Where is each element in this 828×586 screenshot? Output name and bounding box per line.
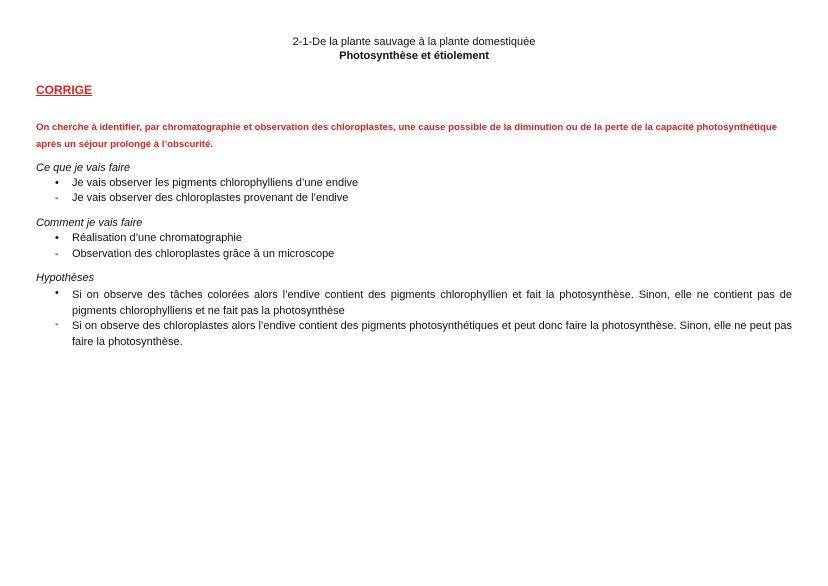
intro-paragraph: On cherche à identifier, par chromatographie et observation des chloroplastes, une cause possible de la diminution ou de la perte de la capacité photosynthétique après un séjour prolongé à l’obscurité. [36, 122, 778, 150]
list-item: Si on observe des tâches colorées alors l’endive contient des pigments chlorophyllien et fait la photosynthèse. Sinon, elle ne contient pas de pigments chlorophylliens et ne fait pas la photosynthèse [72, 289, 792, 317]
dash-marker: - [55, 318, 59, 330]
corrige-label: CORRIGE [36, 83, 93, 97]
dash-marker: - [55, 248, 59, 260]
list-item: Observation des chloroplastes grâce à un microscope [72, 248, 335, 260]
list-item: Réalisation d’une chromatographie [72, 232, 242, 244]
list-item: Je vais observer les pigments chlorophylliens d’une endive [72, 177, 359, 189]
document-subtitle: Photosynthèse et étiolement [339, 50, 489, 62]
list-item: Je vais observer des chloroplastes provenant de l’endive [72, 192, 349, 204]
section-heading-hypotheses: Hypothèses [36, 272, 95, 284]
section-heading-what: Ce que je vais faire [36, 162, 131, 174]
dash-marker: - [55, 192, 59, 204]
list-item: Si on observe des chloroplastes alors l’endive contient des pigments photosynthétiques et peut donc faire la photosynthèse. Sinon, elle ne peut pas faire la photosynthèse. [72, 320, 792, 348]
section-heading-how: Comment je vais faire [36, 217, 143, 229]
document-title: 2-1-De la plante sauvage à la plante domestiquée [292, 36, 536, 48]
bullet-marker: • [55, 287, 59, 299]
bullet-marker: • [55, 232, 59, 244]
bullet-marker: • [55, 177, 59, 189]
